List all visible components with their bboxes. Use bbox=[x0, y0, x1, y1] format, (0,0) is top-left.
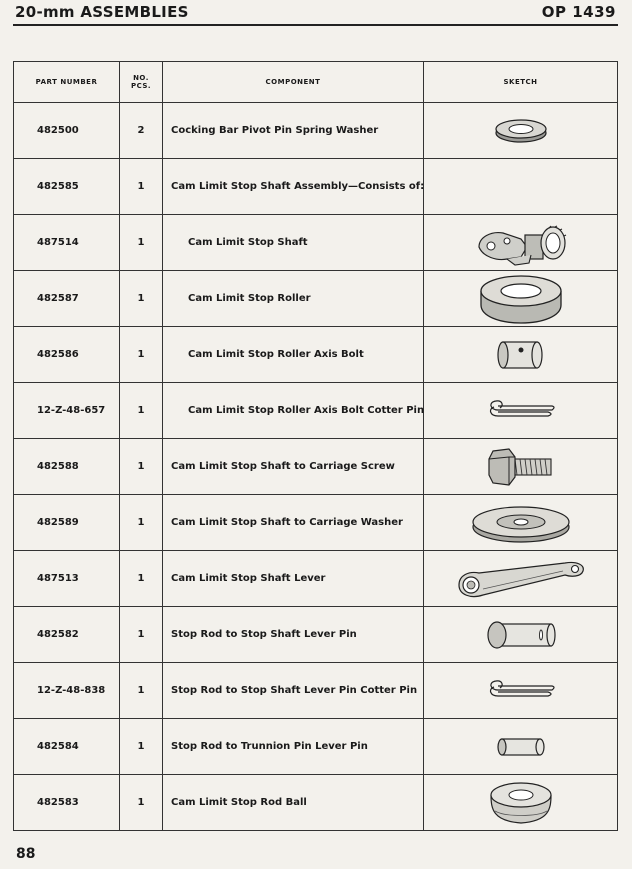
table-row bbox=[14, 215, 618, 271]
qty-cell: 1 bbox=[120, 383, 163, 439]
component-cell: Cam Limit Stop Roller Axis Bolt bbox=[163, 327, 424, 383]
sketch-cell bbox=[424, 775, 618, 831]
hex-screw-icon bbox=[485, 445, 557, 489]
qty-cell: 1 bbox=[120, 439, 163, 495]
spring-washer-icon bbox=[493, 117, 549, 145]
table-row bbox=[14, 439, 618, 495]
axis-bolt-icon bbox=[495, 336, 547, 374]
col-header-qty bbox=[120, 62, 163, 103]
table-row bbox=[14, 775, 618, 831]
sketch-cell bbox=[424, 495, 618, 551]
sketch-cell bbox=[424, 663, 618, 719]
component-cell: Cam Limit Stop Shaft Assembly—Consists of: bbox=[163, 159, 424, 215]
col-header-part-number: PART NUMBER bbox=[14, 62, 120, 103]
col-header-qty-line1: NO. bbox=[133, 74, 149, 82]
qty-cell: 1 bbox=[120, 775, 163, 831]
rod-ball-icon bbox=[487, 779, 555, 827]
part-number-cell: 487514 bbox=[14, 215, 120, 271]
qty-cell: 1 bbox=[120, 327, 163, 383]
part-number-cell: 482583 bbox=[14, 775, 120, 831]
component-cell: Stop Rod to Trunnion Pin Lever Pin bbox=[163, 719, 424, 775]
section-title: 20-mm ASSEMBLIES bbox=[15, 3, 189, 21]
part-number-cell: 12-Z-48-838 bbox=[14, 663, 120, 719]
cam-shaft-icon bbox=[471, 217, 571, 269]
qty-cell: 1 bbox=[120, 607, 163, 663]
qty-cell: 1 bbox=[120, 719, 163, 775]
part-number-cell: 482587 bbox=[14, 271, 120, 327]
flat-washer-icon bbox=[469, 501, 573, 545]
table-row bbox=[14, 271, 618, 327]
component-cell: Cam Limit Stop Shaft Lever bbox=[163, 551, 424, 607]
sketch-cell bbox=[424, 215, 618, 271]
sketch-cell bbox=[424, 103, 618, 159]
part-number-cell: 482589 bbox=[14, 495, 120, 551]
qty-cell: 1 bbox=[120, 495, 163, 551]
document-code: OP 1439 bbox=[541, 3, 616, 21]
component-cell: Cam Limit Stop Shaft bbox=[163, 215, 424, 271]
qty-cell: 1 bbox=[120, 271, 163, 327]
sketch-cell bbox=[424, 327, 618, 383]
component-cell: Stop Rod to Stop Shaft Lever Pin bbox=[163, 607, 424, 663]
component-cell: Cam Limit Stop Rod Ball bbox=[163, 775, 424, 831]
table-row bbox=[14, 495, 618, 551]
col-header-sketch: SKETCH bbox=[424, 62, 618, 103]
component-cell: Stop Rod to Stop Shaft Lever Pin Cotter Pin bbox=[163, 663, 424, 719]
table-row bbox=[14, 383, 618, 439]
part-number-cell: 482588 bbox=[14, 439, 120, 495]
part-number-cell: 482582 bbox=[14, 607, 120, 663]
component-cell: Cam Limit Stop Shaft to Carriage Screw bbox=[163, 439, 424, 495]
part-number-cell: 482585 bbox=[14, 159, 120, 215]
cotter-pin-icon bbox=[484, 678, 558, 704]
sketch-cell bbox=[424, 439, 618, 495]
sketch-cell bbox=[424, 271, 618, 327]
part-number-cell: 482586 bbox=[14, 327, 120, 383]
sketch-cell bbox=[424, 607, 618, 663]
parts-table bbox=[13, 61, 618, 831]
table-header-row bbox=[14, 62, 618, 103]
table-row bbox=[14, 159, 618, 215]
table-row bbox=[14, 103, 618, 159]
sketch-cell bbox=[424, 383, 618, 439]
page-number: 88 bbox=[16, 846, 36, 862]
col-header-component: COMPONENT bbox=[163, 62, 424, 103]
qty-cell: 1 bbox=[120, 159, 163, 215]
page-header bbox=[13, 0, 618, 26]
part-number-cell: 482584 bbox=[14, 719, 120, 775]
component-cell: Cam Limit Stop Roller Axis Bolt Cotter Pin bbox=[163, 383, 424, 439]
straight-pin-icon bbox=[496, 735, 546, 759]
sketch-cell bbox=[424, 719, 618, 775]
col-header-qty-line2: PCS. bbox=[130, 82, 152, 90]
qty-cell: 1 bbox=[120, 663, 163, 719]
roller-icon bbox=[477, 273, 565, 325]
table-row bbox=[14, 607, 618, 663]
component-cell: Cam Limit Stop Shaft to Carriage Washer bbox=[163, 495, 424, 551]
qty-cell: 1 bbox=[120, 215, 163, 271]
table-row bbox=[14, 327, 618, 383]
sketch-cell bbox=[424, 551, 618, 607]
lever-icon bbox=[453, 557, 589, 601]
lever-pin-icon bbox=[483, 618, 559, 652]
table-row bbox=[14, 551, 618, 607]
qty-cell: 2 bbox=[120, 103, 163, 159]
component-cell: Cam Limit Stop Roller bbox=[163, 271, 424, 327]
part-number-cell: 12-Z-48-657 bbox=[14, 383, 120, 439]
part-number-cell: 482500 bbox=[14, 103, 120, 159]
table-row bbox=[14, 719, 618, 775]
sketch-cell bbox=[424, 159, 618, 215]
table-row bbox=[14, 663, 618, 719]
part-number-cell: 487513 bbox=[14, 551, 120, 607]
qty-cell: 1 bbox=[120, 551, 163, 607]
cotter-pin-icon bbox=[484, 398, 558, 424]
component-cell: Cocking Bar Pivot Pin Spring Washer bbox=[163, 103, 424, 159]
